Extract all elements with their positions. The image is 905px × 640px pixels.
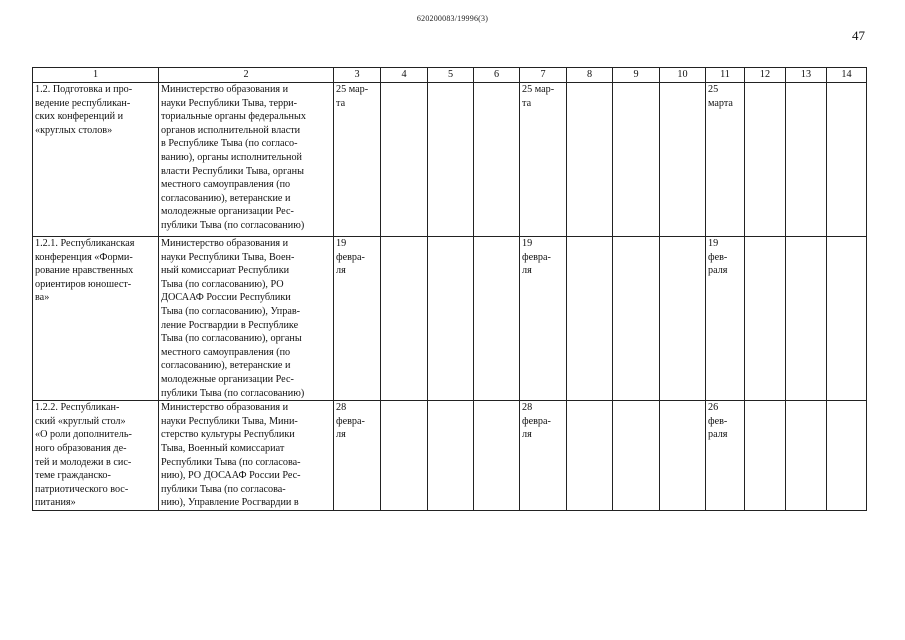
empty-cell (474, 237, 520, 401)
event-text: 1.2. Подготовка и про- ведение республикан- ских конференций и «круглых столов» (35, 84, 133, 136)
date-cell (706, 83, 745, 237)
empty-cell (786, 401, 827, 511)
column-header: 3 (334, 68, 381, 83)
column-header: 2 (159, 68, 334, 83)
executors-cell (159, 83, 334, 237)
date-cell (520, 401, 567, 511)
event-text: 1.2.1. Республиканская конференция «Форми- рование нравственных ориентиров юношест- ва» (35, 238, 135, 304)
empty-cell (474, 83, 520, 237)
date-cell (520, 83, 567, 237)
executors-text: Министерство образования и науки Республики Тыва, терри- ториальные органы федеральных органов исполнительной власти в Республике Тыва (по согласо- ванию), органы исполнительной власти Республики Тыва, органы местного самоуправления (по согласованию), ветеранские и молодежные организации Рес- публики Тыва (по согласованию) (161, 84, 306, 231)
column-header: 5 (428, 68, 474, 83)
executors-cell (159, 401, 334, 511)
empty-cell (827, 401, 867, 511)
event-cell (33, 237, 159, 401)
empty-cell (613, 401, 660, 511)
empty-cell (567, 401, 613, 511)
date-text: 28 февра- ля (336, 402, 365, 441)
empty-cell (745, 237, 786, 401)
date-text: 28 февра- ля (522, 402, 551, 441)
empty-cell (428, 401, 474, 511)
empty-cell (660, 237, 706, 401)
date-cell (520, 237, 567, 401)
document-code: 620200083/19996(3) (416, 14, 489, 23)
empty-cell (786, 83, 827, 237)
event-text: 1.2.2. Республикан- ский «круглый стол» «О роли дополнитель- ного образования де- тей и молодежи в сис- теме гражданско- патриотического вос- питания» (35, 402, 132, 509)
date-cell (706, 401, 745, 511)
column-header: 7 (520, 68, 567, 83)
empty-cell (428, 83, 474, 237)
column-header: 1 (33, 68, 159, 83)
page-number: 47 (852, 28, 865, 43)
empty-cell (827, 83, 867, 237)
date-text: 19 фев- раля (708, 238, 728, 277)
date-text: 25 мар- та (522, 84, 555, 109)
empty-cell (381, 401, 428, 511)
empty-cell (474, 401, 520, 511)
event-cell (33, 401, 159, 511)
table-row (33, 83, 867, 237)
executors-text: Министерство образования и науки Республики Тыва, Воен- ный комиссариат Республики Тыва (по согласованию), РО ДОСААФ России Республики Тыва (по согласованию), Управ- ление Росгвардии в Республике Тыва (по согласованию), органы местного самоуправления (по согласованию), ветеранские и молодежные организации Рес- публики Тыва (по согласованию) (161, 238, 305, 399)
date-cell (706, 237, 745, 401)
empty-cell (613, 237, 660, 401)
date-cell (334, 237, 381, 401)
executors-cell (159, 237, 334, 401)
empty-cell (428, 237, 474, 401)
date-text: 25 мар- та (336, 84, 369, 109)
table-header-row (33, 68, 867, 83)
date-cell (334, 83, 381, 237)
empty-cell (613, 83, 660, 237)
column-header: 8 (567, 68, 613, 83)
empty-cell (381, 83, 428, 237)
plan-table (32, 67, 867, 511)
empty-cell (660, 83, 706, 237)
date-text: 25 марта (708, 84, 733, 109)
column-header: 13 (786, 68, 827, 83)
column-header: 11 (706, 68, 745, 83)
empty-cell (745, 83, 786, 237)
date-cell (334, 401, 381, 511)
event-cell (33, 83, 159, 237)
empty-cell (827, 237, 867, 401)
executors-text: Министерство образования и науки Республики Тыва, Мини- стерство культуры Республики Тыва, Военный комиссариат Республики Тыва (по согласова- нию), РО ДОСААФ России Рес- публики Тыва (по согласова- нию), Управление Росгвардии в (161, 402, 301, 509)
column-header: 10 (660, 68, 706, 83)
table-row (33, 401, 867, 511)
date-text: 26 фев- раля (708, 402, 728, 441)
column-header: 6 (474, 68, 520, 83)
empty-cell (660, 401, 706, 511)
column-header: 9 (613, 68, 660, 83)
column-header: 4 (381, 68, 428, 83)
table-row (33, 237, 867, 401)
empty-cell (745, 401, 786, 511)
empty-cell (567, 83, 613, 237)
column-header: 14 (827, 68, 867, 83)
empty-cell (381, 237, 428, 401)
date-text: 19 февра- ля (522, 238, 551, 277)
empty-cell (567, 237, 613, 401)
column-header: 12 (745, 68, 786, 83)
date-text: 19 февра- ля (336, 238, 365, 277)
empty-cell (786, 237, 827, 401)
